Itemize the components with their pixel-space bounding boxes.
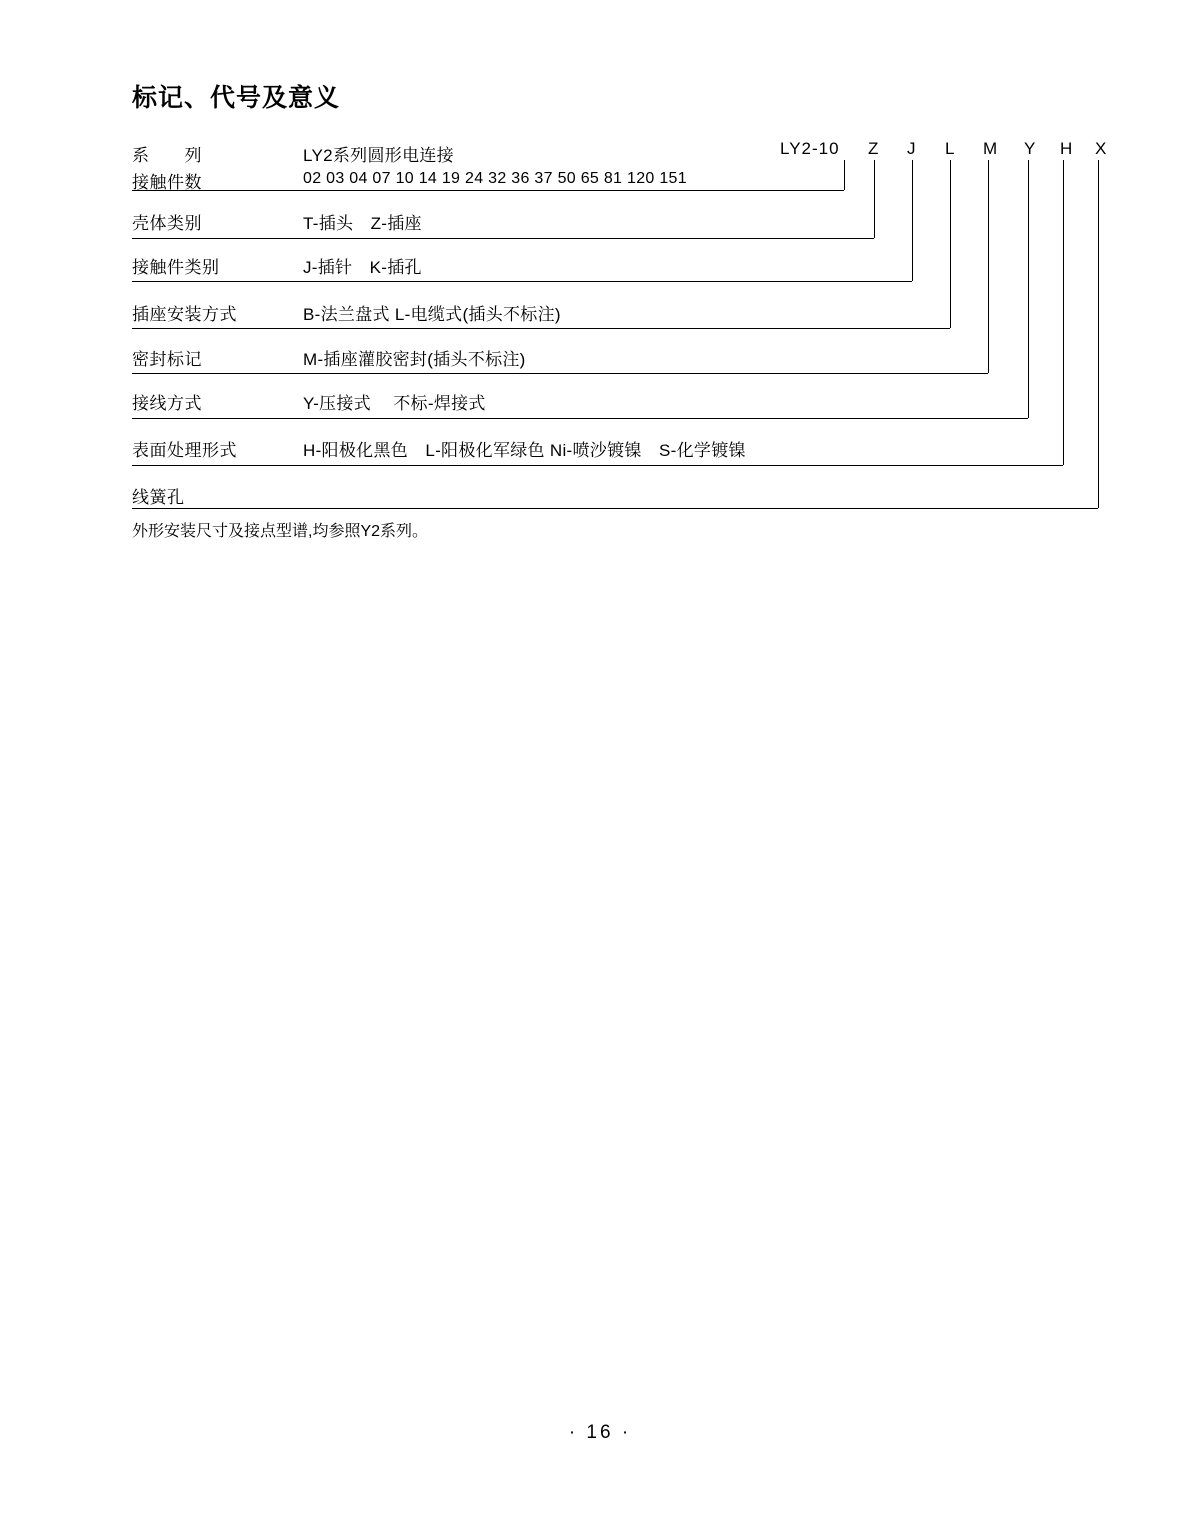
page-title: 标记、代号及意义 bbox=[132, 84, 341, 112]
row-label-seal-mark: 密封标记 bbox=[132, 350, 202, 369]
connector-line-spring-socket bbox=[1098, 160, 1099, 508]
row-label-contact-count: 接触件数 bbox=[132, 173, 202, 192]
leader-line-contact-type bbox=[132, 281, 912, 282]
row-label-spring-socket: 线簧孔 bbox=[132, 488, 185, 507]
connector-line-shell-type bbox=[874, 160, 875, 238]
row-label-contact-type: 接触件类别 bbox=[132, 258, 220, 277]
connector-line-contact-count bbox=[844, 160, 845, 190]
row-desc-shell-type: T-插头 Z-插座 bbox=[303, 214, 422, 233]
connector-line-socket-mounting bbox=[950, 160, 951, 328]
code-part-contact: J bbox=[907, 139, 917, 158]
leader-line-surface-finish bbox=[132, 465, 1063, 466]
leader-line-termination bbox=[132, 418, 1028, 419]
connector-line-surface-finish bbox=[1063, 160, 1064, 465]
footnote: 外形安装尺寸及接点型谱,均参照Y2系列。 bbox=[132, 523, 429, 540]
code-part-termination: Y bbox=[1024, 139, 1037, 158]
row-label-series: 系 列 bbox=[132, 146, 202, 165]
row-label-socket-mounting: 插座安装方式 bbox=[132, 305, 237, 324]
row-label-surface-finish: 表面处理形式 bbox=[132, 441, 237, 460]
page-number: · 16 · bbox=[568, 1422, 632, 1443]
connector-line-seal-mark bbox=[988, 160, 989, 373]
row-desc-contact-count: 02 03 04 07 10 14 19 24 32 36 37 50 65 81 120 151 bbox=[303, 170, 687, 187]
row-desc-contact-type: J-插针 K-插孔 bbox=[303, 258, 422, 277]
code-part-series: LY2-10 bbox=[780, 139, 840, 158]
row-label-termination: 接线方式 bbox=[132, 394, 202, 413]
row-label-shell-type: 壳体类别 bbox=[132, 214, 202, 233]
connector-line-contact-type bbox=[912, 160, 913, 281]
row-desc-seal-mark: M-插座灌胶密封(插头不标注) bbox=[303, 350, 526, 369]
row-desc-socket-mounting: B-法兰盘式 L-电缆式(插头不标注) bbox=[303, 305, 561, 324]
leader-line-seal-mark bbox=[132, 373, 988, 374]
code-part-seal: M bbox=[983, 139, 999, 158]
code-part-shell: Z bbox=[868, 139, 880, 158]
leader-line-shell-type bbox=[132, 238, 874, 239]
leader-line-spring-socket bbox=[132, 508, 1098, 509]
leader-line-contact-count bbox=[132, 190, 844, 191]
row-desc-surface-finish: H-阳极化黑色 L-阳极化军绿色 Ni-喷沙镀镍 S-化学镀镍 bbox=[303, 441, 746, 460]
connector-line-termination bbox=[1028, 160, 1029, 418]
code-part-finish: H bbox=[1060, 139, 1074, 158]
code-part-spring-socket: X bbox=[1095, 139, 1108, 158]
leader-line-socket-mounting bbox=[132, 328, 950, 329]
code-part-mounting: L bbox=[945, 139, 956, 158]
row-desc-termination: Y-压接式 不标-焊接式 bbox=[303, 394, 486, 413]
row-desc-series: LY2系列圆形电连接 bbox=[303, 146, 454, 165]
